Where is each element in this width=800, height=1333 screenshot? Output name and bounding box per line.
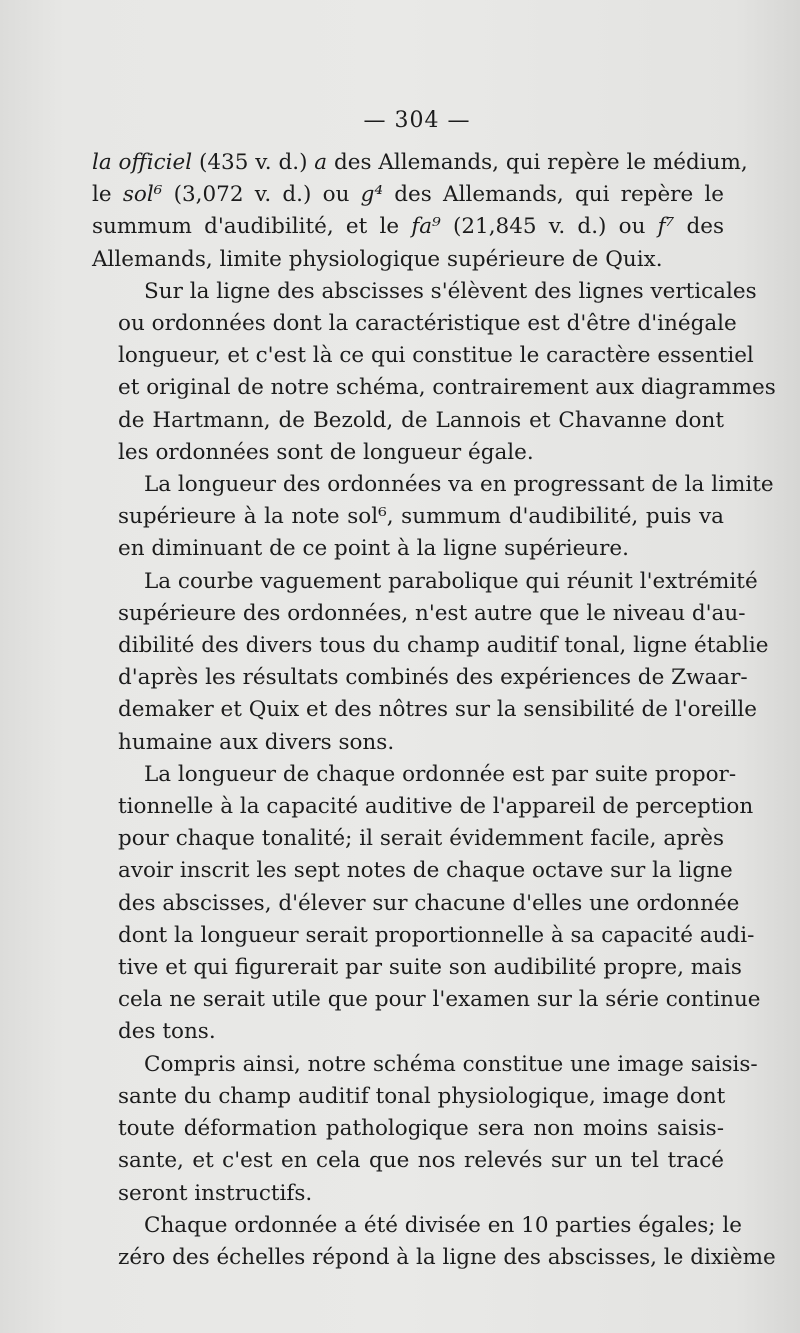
text-line: summum d'audibilité, et le fa⁹ (21,845 v. d.) ou f⁷ des: [92, 214, 724, 240]
text-line: sante du champ auditif tonal physiologique, image dont: [118, 1083, 726, 1109]
text-line: de Hartmann, de Bezold, de Lannois et Chavanne dont: [118, 407, 724, 433]
text-line: zéro des échelles répond à la ligne des abscisses, le dixième: [118, 1244, 776, 1270]
paragraph: [92, 759, 761, 1049]
text-line: les ordonnées sont de longueur égale.: [118, 439, 534, 465]
text-line: d'après les résultats combinés des expériences de Zwaar-: [118, 665, 748, 691]
text-line: toute déformation pathologique sera non moins saisis-: [118, 1116, 724, 1142]
text-line: ou ordonnées dont la caractéristique est d'être d'inégale: [118, 311, 737, 337]
text-line: des tons.: [118, 1019, 216, 1045]
text-line: cela ne serait utile que pour l'examen sur la série continue: [118, 987, 761, 1013]
page-number: — 304 —: [363, 108, 471, 133]
text-line: et original de notre schéma, contrairement aux diagrammes: [118, 375, 776, 401]
text-line: Sur la ligne des abscisses s'élèvent des lignes verticales: [144, 278, 757, 304]
paragraph: [92, 1049, 758, 1210]
text-line: sante, et c'est en cela que nos relevés sur un tel tracé: [118, 1148, 724, 1174]
text-line: avoir inscrit les sept notes de chaque octave sur la ligne: [118, 858, 733, 884]
text-line: Chaque ordonnée a été divisée en 10 parties égales; le: [144, 1212, 742, 1238]
text-line: La courbe vaguement parabolique qui réunit l'extrémité: [144, 568, 758, 594]
text-line: Compris ainsi, notre schéma constitue une image saisis-: [144, 1051, 758, 1077]
text-line: La longueur de chaque ordonnée est par suite propor-: [144, 761, 737, 787]
text-line: longueur, et c'est là ce qui constitue le caractère essentiel: [118, 343, 754, 369]
paragraph: [92, 1210, 776, 1274]
text-line: des abscisses, d'élever sur chacune d'elles une ordonnée: [118, 890, 740, 916]
text-line: dont la longueur serait proportionnelle à sa capacité audi-: [118, 922, 755, 948]
text-line: tionnelle à la capacité auditive de l'appareil de perception: [118, 794, 754, 820]
paragraph: [92, 566, 769, 759]
paragraph: [92, 469, 774, 566]
text-line: Allemands, limite physiologique supérieure de Quix.: [92, 246, 663, 272]
text-line: supérieure des ordonnées, n'est autre que le niveau d'au-: [118, 600, 746, 626]
text-line: seront instructifs.: [118, 1180, 313, 1206]
text-line: pour chaque tonalité; il serait évidemment facile, après: [118, 826, 724, 852]
text-line: La longueur des ordonnées va en progressant de la limite: [144, 472, 774, 498]
paragraph: [92, 276, 776, 469]
text-line: tive et qui figurerait par suite son audibilité propre, mais: [118, 955, 742, 981]
text-line: humaine aux divers sons.: [118, 729, 395, 755]
text-line: en diminuant de ce point à la ligne supérieure.: [118, 536, 629, 562]
text-line: demaker et Quix et des nôtres sur la sensibilité de l'oreille: [118, 697, 757, 723]
text-line: supérieure à la note sol⁶, summum d'audibilité, puis va: [118, 504, 724, 530]
text-line: la officiel (435 v. d.) a des Allemands, qui repère le médium,: [92, 150, 748, 175]
book-page: [92, 108, 776, 1308]
text-line: dibilité des divers tous du champ auditif tonal, ligne établie: [118, 633, 769, 659]
paragraph-continuation: [92, 147, 748, 276]
text-line: le sol⁶ (3,072 v. d.) ou g⁴ des Allemands, qui repère le: [92, 182, 725, 208]
